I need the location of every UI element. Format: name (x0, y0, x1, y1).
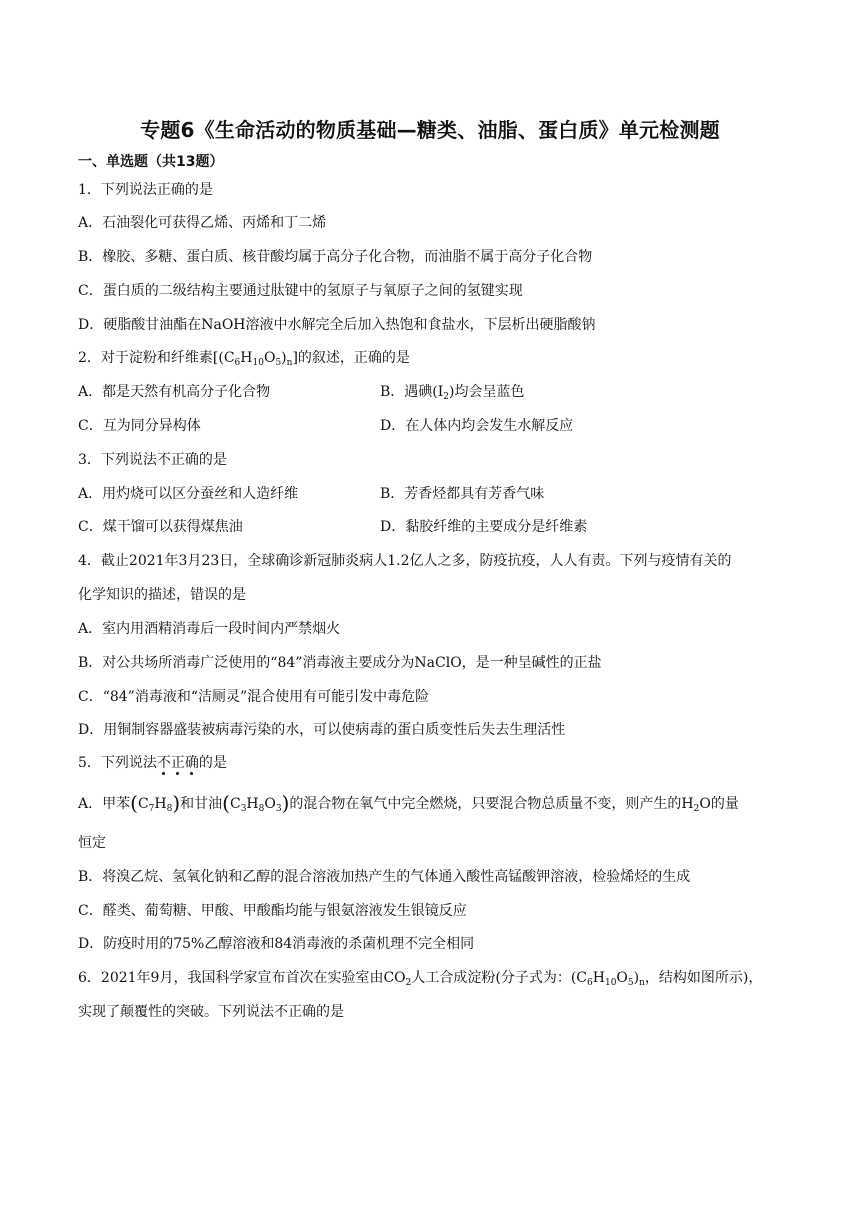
formula-sub: 8 (258, 804, 265, 814)
q2-option-b-text: B．遇碘(I (380, 384, 444, 400)
q4-option-d: D．用铜制容器盛装被病毒污染的水，可以使病毒的蛋白质变性后失去生理活性 (78, 722, 566, 738)
q2-stem-text: 2．对于淀粉和纤维素[(C (78, 350, 235, 366)
q2-option-b-text: )均会呈蓝色 (449, 384, 525, 400)
q5-emphasis-char: 正 (170, 755, 185, 771)
q6-stem-line2: 实现了颠覆性的突破。下列说法不正确的是 (78, 1004, 344, 1020)
document-title: 专题6《生命活动的物质基础—糖类、油脂、蛋白质》单元检测题 (140, 118, 720, 142)
q4-option-b: B．对公共场所消毒广泛使用的“84”消毒液主要成分为NaClO，是一种呈碱性的正盐 (78, 655, 602, 671)
q6-stem-text: ，结构如图所示)， (644, 970, 763, 986)
q5-option-a-text: 的量 (710, 796, 739, 812)
q6-formula-text: H (592, 970, 605, 986)
q6-stem-text: 人工合成淀粉(分子式为：(C (411, 970, 588, 986)
formula-toluene: H (154, 796, 167, 812)
q2-sub: n (286, 358, 293, 368)
q2-stem-text: ]的叙述，正确的是 (292, 350, 410, 366)
q5-option-d: D．防疫时用的75%乙醇溶液和84消毒液的杀菌机理不完全相同 (78, 936, 475, 952)
q6-stem-line1 (78, 969, 762, 987)
q5-option-a-text: A．甲苯 (78, 796, 131, 812)
q5-stem-text: 的是 (198, 755, 227, 771)
q2-option-c: C．互为同分异构体 (78, 418, 201, 434)
q5-option-a: A．甲苯$(C_7H_8)$和甘油$(C_3H_8O_3)$的混合物在氧气中完全燃烧，只要混合物总质量不变，则产生的$H_2O$的量 (78, 791, 739, 815)
formula-toluene: C (137, 796, 149, 812)
formula-sub: 3 (275, 804, 282, 814)
q1-option-a: A．石油裂化可获得乙烯、丙烯和丁二烯 (78, 215, 327, 231)
formula-water: O (699, 796, 711, 812)
section-heading: 一、单选题（共13题） (78, 154, 224, 170)
q5-option-b: B．将溴乙烷、氢氧化钠和乙醇的混合溶液加热产生的气体通入酸性高锰酸钾溶液，检验烯烃的生成 (78, 869, 691, 885)
q5-option-c: C．醛类、葡萄糖、甲酸、甲酸酯均能与银氨溶液发生银镜反应 (78, 903, 467, 919)
formula-sub: 3 (240, 804, 247, 814)
q3-option-c: C．煤干馏可以获得煤焦油 (78, 519, 243, 535)
formula-water: H (681, 796, 694, 812)
q2-option-a: A．都是天然有机高分子化合物 (78, 384, 271, 400)
q1-option-b: B．橡胶、多糖、蛋白质、核苷酸均属于高分子化合物，而油脂不属于高分子化合物 (78, 249, 593, 265)
q4-stem-line2: 化学知识的描述，错误的是 (78, 587, 246, 603)
q3-option-d: D．黏胶纤维的主要成分是纤维素 (380, 519, 588, 535)
q2-stem (78, 349, 410, 367)
q6-formula-text: O (616, 970, 628, 986)
q2-sub: 6 (234, 358, 241, 368)
q2-option-d: D．在人体内均会发生水解反应 (380, 418, 574, 434)
formula-glycerol: O (264, 796, 276, 812)
q5-stem (78, 754, 227, 772)
q4-option-c: C．“84”消毒液和“洁厕灵”混合使用有可能引发中毒危险 (78, 689, 430, 705)
q6-formula-text: ) (633, 970, 640, 986)
q4-stem-line1: 4．截止2021年3月23日，全球确诊新冠肺炎病人1.2亿人之多，防疫抗疫，人人有责。下列与疫情有关的 (78, 553, 732, 569)
q5-option-a-text: 和甘油 (180, 796, 223, 812)
q1-option-c: C．蛋白质的二级结构主要通过肽键中的氢原子与氧原子之间的氢键实现 (78, 283, 523, 299)
q6-sub: 6 (587, 978, 593, 988)
q6-stem-text: 6．2021年9月，我国科学家宣布首次在实验室由CO (78, 970, 406, 986)
q5-emphasis-char: 不 (156, 755, 171, 771)
q2-sub: 10 (252, 358, 264, 368)
q5-option-a-text: 的混合物在氧气中完全燃烧，只要混合物总质量不变，则产生的 (289, 796, 682, 812)
q3-stem: 3．下列说法不正确的是 (78, 452, 227, 468)
q2-option-b (380, 383, 524, 401)
formula-sub: 7 (148, 804, 155, 814)
q6-sub: n (639, 978, 645, 988)
q1-option-d: D．硬脂酸甘油酯在NaOH溶液中水解完全后加入热饱和食盐水，下层析出硬脂酸钠 (78, 317, 596, 333)
q4-option-a: A．室内用酒精消毒后一段时间内严禁烟火 (78, 621, 341, 637)
q2-formula-text: H (240, 350, 253, 366)
q5-option-a-line2: 恒定 (78, 835, 106, 851)
formula-sub: 2 (693, 804, 700, 814)
formula-sub: 8 (166, 804, 173, 814)
formula-glycerol: C (229, 796, 241, 812)
q3-option-a: A．用灼烧可以区分蚕丝和人造纤维 (78, 486, 299, 502)
q6-sub: 2 (405, 978, 412, 988)
q5-emphasis-char: 确 (184, 755, 199, 771)
q1-stem: 1．下列说法正确的是 (78, 182, 213, 198)
q3-option-b: B．芳香烃都具有芳香气味 (380, 486, 545, 502)
q2-sub: 5 (275, 358, 282, 368)
q5-stem-text: 5．下列说法 (78, 755, 157, 771)
q2-formula-text: O (263, 350, 276, 366)
q6-sub: 5 (627, 978, 634, 988)
q2-formula-text: ) (281, 350, 287, 366)
q6-sub: 10 (604, 978, 617, 988)
q2-option-b-sub: 2 (443, 392, 450, 402)
formula-glycerol: H (246, 796, 259, 812)
